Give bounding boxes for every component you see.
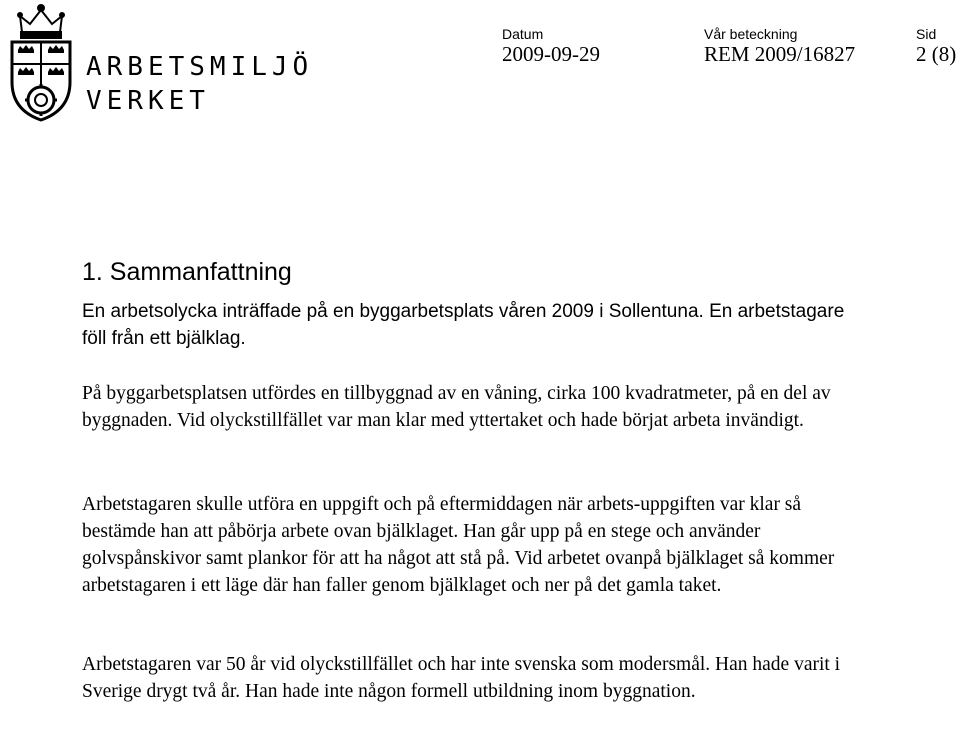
org-name-line2: VERKET <box>86 86 210 116</box>
org-name-line1: ARBETSMILJÖ <box>86 52 314 82</box>
reference-label: Vår beteckning <box>704 26 798 42</box>
paragraph-2: På byggarbetsplatsen utfördes en tillbyggnad av en våning, cirka 100 kvadratmeter, på en del av byggnaden. Vid olyckstillfället var man klar med yttertaket och hade börjat arbeta invändigt. <box>82 383 831 431</box>
date-value: 2009-09-29 <box>502 42 600 66</box>
page-label: Sid <box>916 26 937 42</box>
section-heading: 1. Sammanfattning <box>82 258 292 286</box>
coat-of-arms-logo <box>2 2 80 122</box>
paragraph-4: Arbetstagaren var 50 år vid olyckstillfället och har inte svenska som modersmål. Han hade varit i Sverige drygt två år. Han hade inte någon formell utbildning inom byggnation. <box>82 654 841 702</box>
paragraph-1: En arbetsolycka inträffade på en byggarbetsplats våren 2009 i Sollentuna. En arbetstagare föll från ett bjälklag. <box>82 301 845 349</box>
page-number: 2 (8) <box>916 42 957 66</box>
paragraph-3: Arbetstagaren skulle utföra en uppgift och på eftermiddagen när arbets-uppgiften var klar så bestämde han att påbörja arbete ovan bjälklaget. Han går upp på en stege och använder golvspånskivor samt plankor för att ha något att stå på. Vid arbetet ovanpå bjälklaget så kommer arbetstagaren i ett läge där han faller genom bjälklaget och ner på det gamla taket. <box>82 494 835 596</box>
date-label: Datum <box>502 26 544 42</box>
organization-name <box>86 50 313 118</box>
reference-value: REM 2009/16827 <box>704 42 856 66</box>
